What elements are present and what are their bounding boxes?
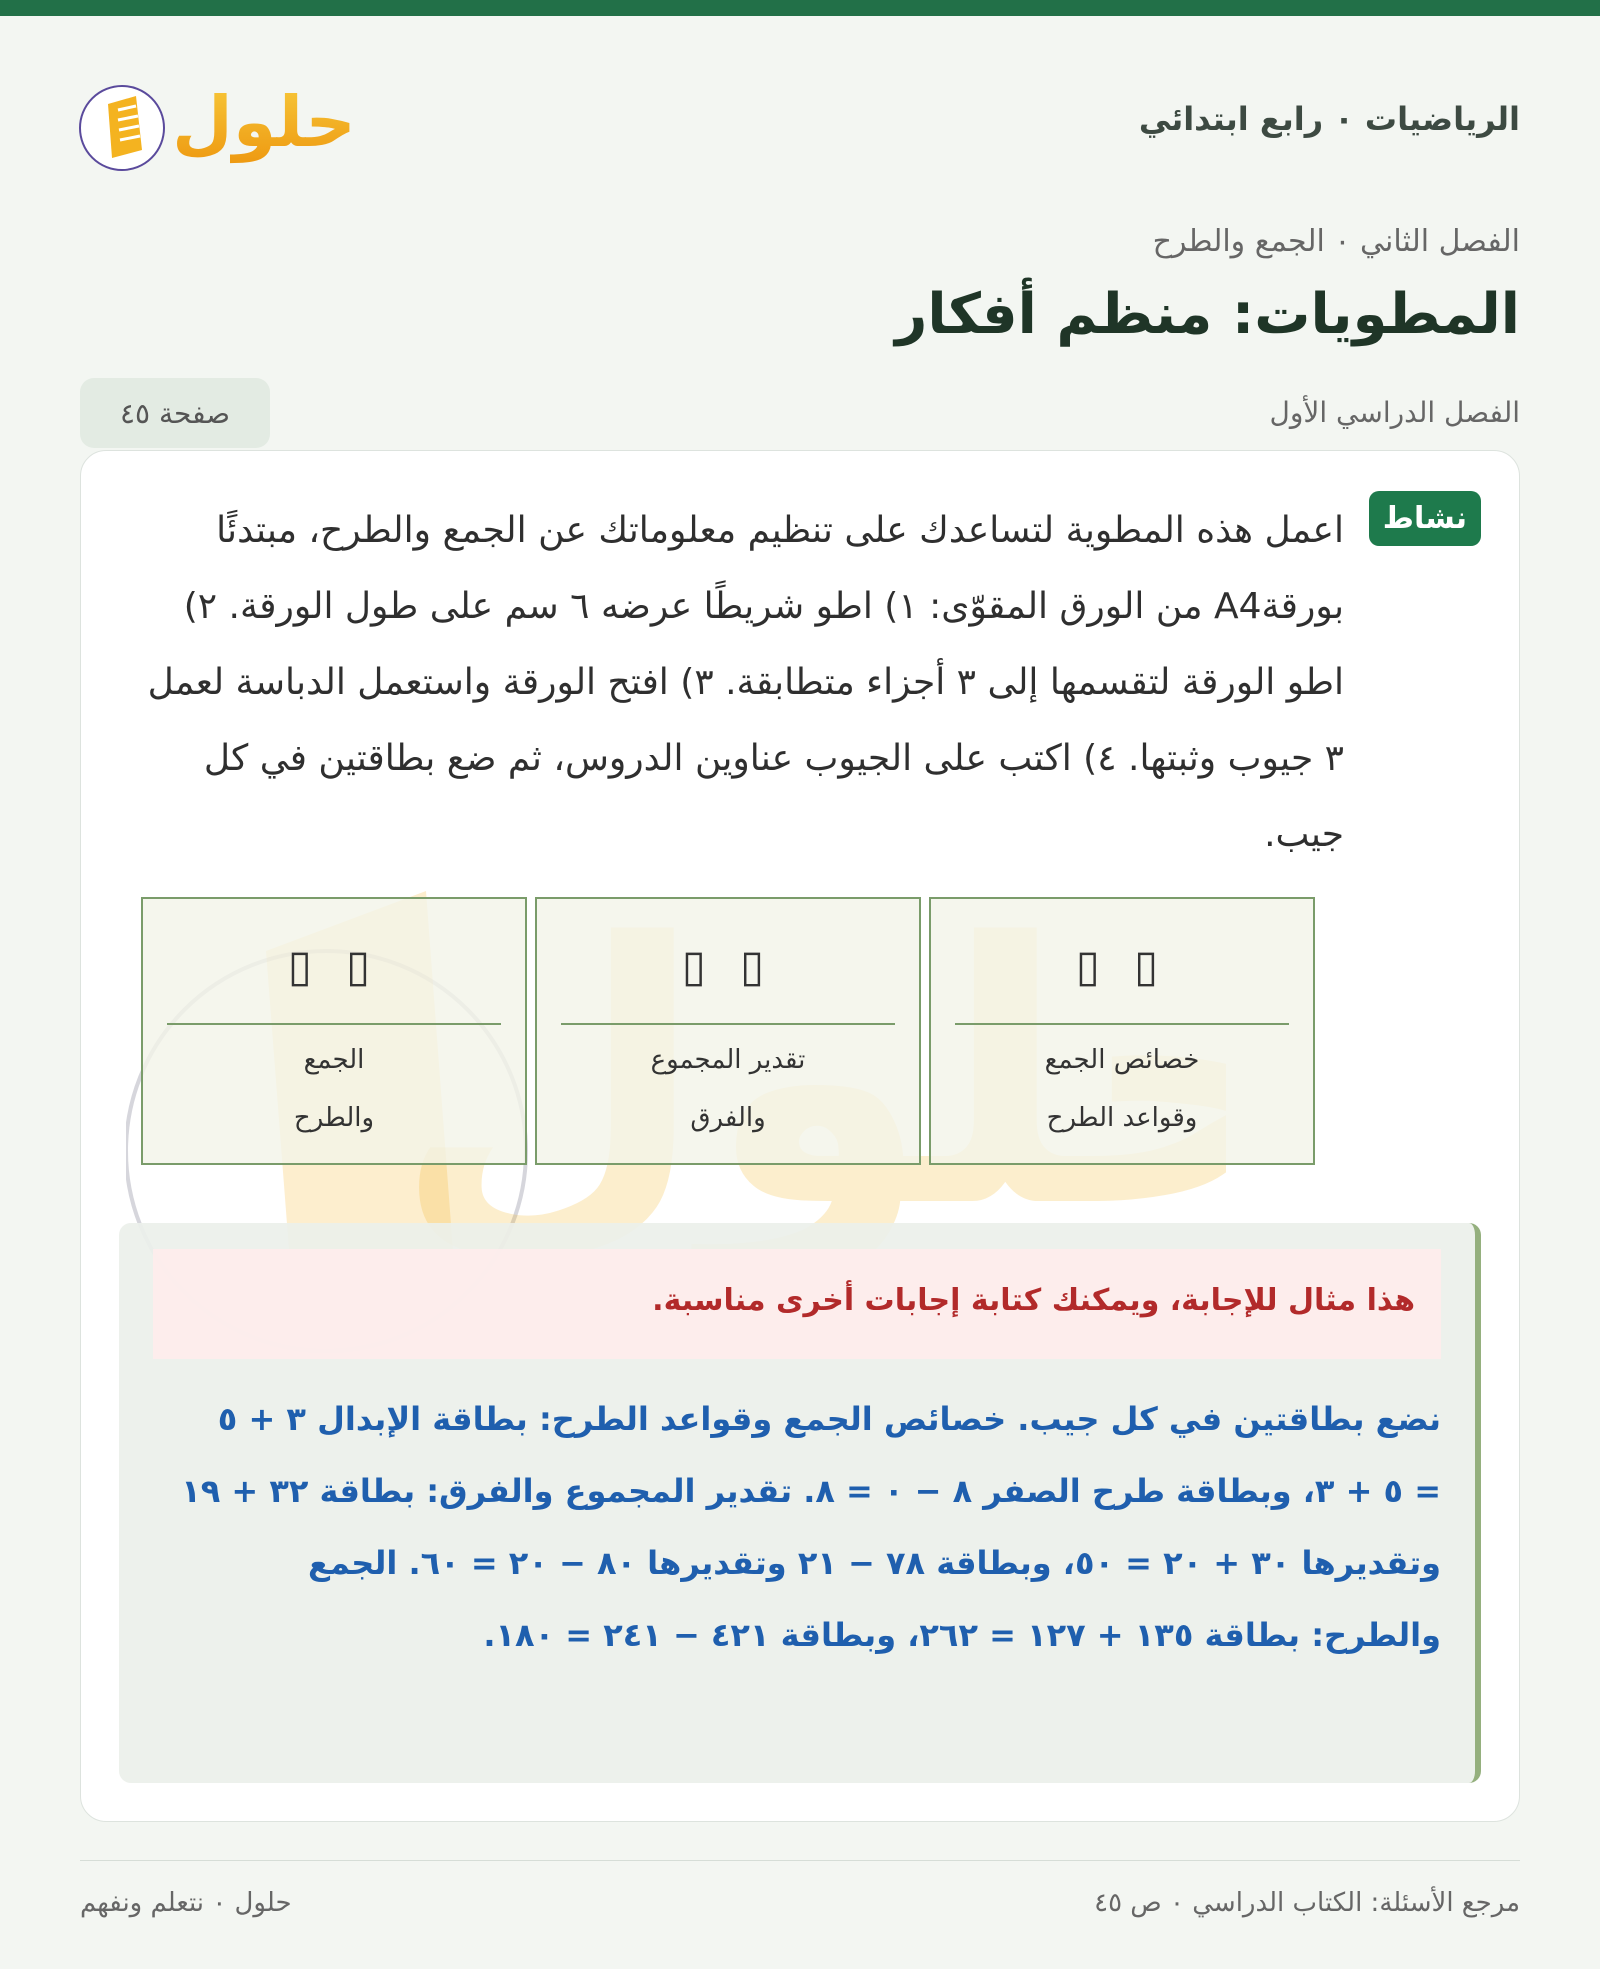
- subject-grade: الرياضيات ٠ رابع ابتدائي: [1138, 100, 1520, 138]
- pocket-label-line: الجمع: [303, 1045, 365, 1075]
- answer-text: نضع بطاقتين في كل جيب. خصائص الجمع وقواعد الطرح: بطاقة الإبدال ٣ + ٥ = ٥ + ٣، وبطاقة طرح الصفر ٨ − ٠ = ٨. تقدير المجموع والفرق: بطاقة ٣٢ + ١٩ وتقديرها ٣٠ + ٢٠ = ٥٠، وبطاقة ٧٨ − ٢١ وتقديرها ٨٠ − ٢٠ = ٦٠. الجمع والطرح: بطاقة ١٣٥ + ١٢٧ = ٢٦٢، وبطاقة ٤٢١ − ٢٤١ = ١٨٠.: [181, 1400, 1441, 1654]
- pocket-card: [929, 897, 1315, 1165]
- pocket-divider: [561, 1023, 895, 1025]
- pocket-label-line: وقواعد الطرح: [1046, 1103, 1198, 1133]
- pocket-label: [931, 1031, 1313, 1147]
- chapter-breadcrumb: الفصل الثاني ٠ الجمع والطرح: [1152, 224, 1520, 259]
- page-number-badge: صفحة ٤٥: [80, 378, 270, 448]
- answer-box: [119, 1223, 1481, 1783]
- activity-card: [80, 450, 1520, 1822]
- top-accent-bar: [0, 0, 1600, 16]
- pocket-divider: [955, 1023, 1289, 1025]
- activity-badge: نشاط: [1369, 491, 1481, 546]
- answer-note-strip: [153, 1249, 1441, 1359]
- footer-brand[interactable]: حلول ٠ نتعلم ونفهم: [80, 1888, 292, 1918]
- pocket-label: [143, 1031, 525, 1147]
- logo-wordmark: حلول: [172, 81, 356, 163]
- page-title: المطويات: منظم أفكار: [895, 282, 1520, 347]
- footer-divider: [80, 1860, 1520, 1861]
- pocket-label-line: خصائص الجمع: [1044, 1045, 1200, 1075]
- card-slot-icon: ▯ ▯: [1075, 941, 1169, 992]
- pocket-label: [537, 1031, 919, 1147]
- card-slot-icon: ▯ ▯: [681, 941, 775, 992]
- pocket-label-line: والفرق: [690, 1103, 766, 1133]
- pocket-label-line: والطرح: [293, 1103, 375, 1133]
- pocket-label-line: تقدير المجموع: [650, 1045, 806, 1075]
- activity-instructions: اعمل هذه المطوية لتساعدك على تنظيم معلوماتك عن الجمع والطرح، مبتدئًا بورقةA4 من الورق المقوّى: ١) اطو شريطًا عرضه ٦ سم على طول الورقة. ٢) اطو الورقة لتقسمها إلى ٣ أجزاء متطابقة. ٣) افتح الورقة واستعمل الدباسة لعمل ٣ جيوب وثبتها. ٤) اكتب على الجيوب عناوين الدروس، ثم ضع بطاقتين في كل جيب.: [147, 510, 1344, 855]
- card-slot-icon: ▯ ▯: [287, 941, 381, 992]
- pocket-divider: [167, 1023, 501, 1025]
- hulul-logo[interactable]: [78, 66, 358, 176]
- pocket-card: [535, 897, 921, 1165]
- footer-reference: مرجع الأسئلة: الكتاب الدراسي ٠ ص ٤٥: [1094, 1888, 1520, 1918]
- answer-note: هذا مثال للإجابة، ويمكنك كتابة إجابات أخرى مناسبة.: [652, 1283, 1415, 1318]
- pocket-card: [141, 897, 527, 1165]
- foldable-pockets: [145, 897, 1315, 1167]
- term-label: الفصل الدراسي الأول: [1269, 396, 1520, 429]
